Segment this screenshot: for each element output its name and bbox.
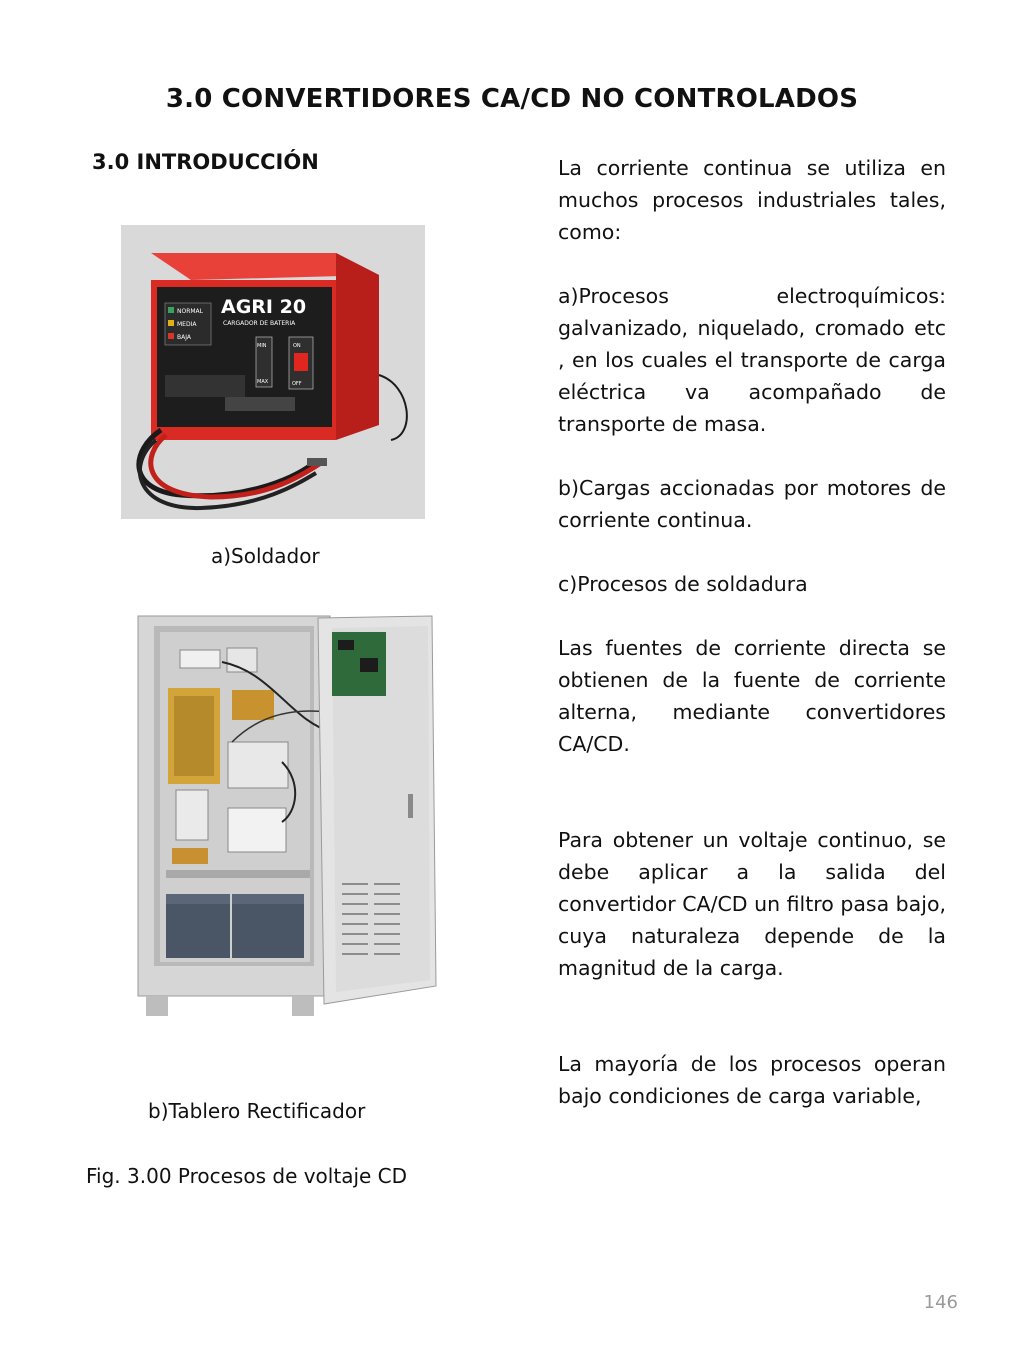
charger-subtitle: CARGADOR DE BATERIA xyxy=(223,320,296,327)
paragraph-voltaje-continuo: Para obtener un voltaje continuo, se debe aplicar a la salida del convertidor CA/CD un filtro pasa bajo, cuya naturaleza depende de la magnitud de la carga. xyxy=(558,828,946,980)
rectifier-cabinet-photo xyxy=(132,612,442,1022)
paragraph-soldadura: c)Procesos de soldadura xyxy=(558,572,808,596)
figure-caption: Fig. 3.00 Procesos de voltaje CD xyxy=(86,1164,408,1188)
charger-level-baja: BAJA xyxy=(177,334,191,341)
paragraph-electroquimicos: a)Procesos electroquímicos: galvanizado, niquelado, cromado etc , en los cuales el transporte de carga eléctrica va acompañado de transporte de masa. xyxy=(558,284,946,436)
charger-brand: AGRI 20 xyxy=(221,296,307,318)
paragraph-carga-variable: La mayoría de los procesos operan bajo condiciones de carga variable, xyxy=(558,1052,946,1108)
charger-switch-max: MAX xyxy=(257,379,269,385)
charger-switch-off: OFF xyxy=(292,381,302,387)
paragraph-intro: La corriente continua se utiliza en muchos procesos industriales tales, como: xyxy=(558,156,946,244)
caption-tablero-rectificador: b)Tablero Rectificador xyxy=(148,1099,366,1123)
caption-soldador: a)Soldador xyxy=(211,544,320,568)
page-number: 146 xyxy=(923,1292,958,1313)
paragraph-motores: b)Cargas accionadas por motores de corriente continua. xyxy=(558,476,946,532)
charger-switch-min: MIN xyxy=(257,343,267,349)
paragraph-fuentes: Las fuentes de corriente directa se obtienen de la fuente de corriente alterna, mediante convertidores CA/CD. xyxy=(558,636,946,756)
body-text-column xyxy=(558,152,946,1112)
charger-level-media: MEDIA xyxy=(177,321,197,328)
section-heading: 3.0 INTRODUCCIÓN xyxy=(92,150,319,174)
charger-switch-on: ON xyxy=(293,343,301,349)
charger-level-normal: NORMAL xyxy=(177,308,204,315)
page-title: 3.0 CONVERTIDORES CA/CD NO CONTROLADOS xyxy=(165,84,859,114)
battery-charger-photo xyxy=(121,225,425,519)
